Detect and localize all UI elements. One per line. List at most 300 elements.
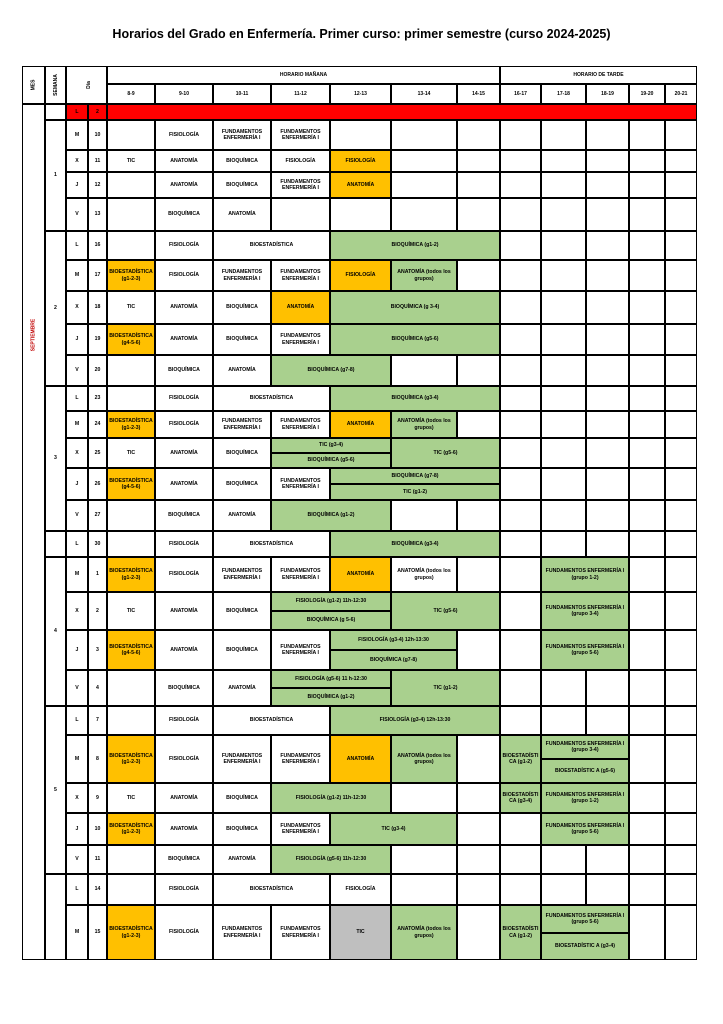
semana-header bbox=[45, 66, 66, 104]
slot-header: 8-9 bbox=[107, 84, 155, 104]
class-cell[interactable]: FUNDAMENTOS ENFERMERÍA I bbox=[271, 324, 330, 355]
class-cell[interactable]: FISIOLOGÍA bbox=[155, 120, 213, 150]
class-cell[interactable]: BIOESTADÍSTICA (g1-2-3) bbox=[107, 735, 155, 783]
empty-cell bbox=[500, 706, 541, 735]
empty-cell bbox=[665, 198, 697, 231]
class-cell[interactable]: BIOQUÍMICA (g7-8) bbox=[330, 650, 457, 670]
empty-cell bbox=[586, 411, 629, 438]
day-number: 11 bbox=[88, 845, 107, 874]
empty-cell bbox=[500, 592, 541, 630]
class-cell[interactable]: TIC bbox=[107, 592, 155, 630]
empty-cell bbox=[665, 630, 697, 670]
empty-cell bbox=[665, 557, 697, 592]
month-label bbox=[22, 260, 45, 410]
class-cell[interactable]: TIC (g1-2) bbox=[391, 670, 500, 706]
class-cell[interactable]: FISIOLOGÍA bbox=[155, 411, 213, 438]
class-cell[interactable]: BIOQUÍMICA bbox=[213, 291, 271, 324]
class-cell[interactable]: BIOESTADÍSTICA bbox=[213, 531, 330, 557]
class-cell[interactable]: BIOQUÍMICA (g1-2) bbox=[330, 231, 500, 260]
empty-cell bbox=[457, 905, 500, 960]
holiday-band bbox=[107, 104, 697, 120]
class-cell[interactable]: FUNDAMENTOS ENFERMERÍA I (grupo 3-4) bbox=[541, 592, 629, 630]
empty-cell bbox=[541, 150, 586, 172]
class-cell[interactable]: BIOQUÍMICA bbox=[155, 500, 213, 531]
empty-cell bbox=[629, 355, 665, 386]
class-cell[interactable]: BIOQUÍMICA (g1-2) bbox=[271, 688, 391, 706]
slot-header: 13-14 bbox=[391, 84, 457, 104]
class-cell[interactable]: FUNDAMENTOS ENFERMERÍA I bbox=[213, 411, 271, 438]
day-number: 4 bbox=[88, 670, 107, 706]
empty-cell bbox=[629, 120, 665, 150]
empty-cell bbox=[391, 845, 457, 874]
morning-header: HORARIO MAÑANA bbox=[107, 66, 500, 84]
empty-cell bbox=[541, 198, 586, 231]
day-number: 7 bbox=[88, 706, 107, 735]
empty-cell bbox=[541, 531, 586, 557]
slot-header: 17-18 bbox=[541, 84, 586, 104]
empty-cell bbox=[629, 783, 665, 813]
class-cell[interactable]: FISIOLOGÍA bbox=[155, 231, 213, 260]
class-cell[interactable]: TIC (g1-2) bbox=[330, 484, 500, 500]
empty-cell bbox=[457, 557, 500, 592]
class-cell[interactable]: FUNDAMENTOS ENFERMERÍA I (grupo 3-4) bbox=[541, 735, 629, 759]
class-cell[interactable]: FUNDAMENTOS ENFERMERÍA I bbox=[271, 630, 330, 670]
day-number: 24 bbox=[88, 411, 107, 438]
class-cell[interactable]: FUNDAMENTOS ENFERMERÍA I bbox=[271, 172, 330, 198]
class-cell[interactable]: FUNDAMENTOS ENFERMERÍA I bbox=[271, 260, 330, 291]
empty-cell bbox=[629, 150, 665, 172]
class-cell[interactable]: FISIOLOGÍA (g3-4) 12h-13:30 bbox=[330, 630, 457, 650]
class-cell[interactable]: FISIOLOGÍA bbox=[155, 905, 213, 960]
empty-cell bbox=[665, 735, 697, 783]
day-number: 10 bbox=[88, 813, 107, 845]
class-cell[interactable]: TIC (g3-4) bbox=[330, 813, 457, 845]
day-number: 26 bbox=[88, 468, 107, 500]
empty-cell bbox=[629, 557, 665, 592]
afternoon-header: HORARIO DE TARDE bbox=[500, 66, 697, 84]
class-cell[interactable]: FUNDAMENTOS ENFERMERÍA I bbox=[213, 557, 271, 592]
class-cell[interactable]: BIOQUÍMICA (g5-6) bbox=[330, 324, 500, 355]
empty-cell bbox=[586, 231, 629, 260]
empty-cell bbox=[586, 150, 629, 172]
empty-cell bbox=[330, 198, 391, 231]
empty-cell bbox=[665, 706, 697, 735]
empty-cell bbox=[457, 198, 500, 231]
empty-cell bbox=[541, 355, 586, 386]
empty-cell bbox=[457, 150, 500, 172]
class-cell[interactable]: FISIOLOGÍA bbox=[330, 260, 391, 291]
class-cell[interactable]: BIOESTADÍSTI CA (g1-2) bbox=[500, 735, 541, 783]
day-number: 27 bbox=[88, 500, 107, 531]
class-cell[interactable]: FISIOLOGÍA (g1-2) 11h-12:30 bbox=[271, 592, 391, 611]
day-letter: X bbox=[66, 783, 88, 813]
empty-cell bbox=[665, 355, 697, 386]
class-cell[interactable]: BIOESTADÍSTICA (g4-5-6) bbox=[107, 468, 155, 500]
class-cell[interactable]: ANATOMÍA bbox=[330, 172, 391, 198]
empty-cell bbox=[629, 386, 665, 411]
day-letter: V bbox=[66, 355, 88, 386]
empty-cell bbox=[541, 120, 586, 150]
class-cell[interactable]: BIOQUÍMICA (g3-4) bbox=[330, 386, 500, 411]
class-cell[interactable]: BIOQUÍMICA (g 5-6) bbox=[271, 611, 391, 630]
class-cell[interactable]: BIOESTADÍSTIC A (g3-4) bbox=[541, 933, 629, 960]
empty-cell bbox=[629, 670, 665, 706]
class-cell[interactable]: TIC (g5-6) bbox=[391, 438, 500, 468]
class-cell[interactable]: ANATOMÍA bbox=[155, 813, 213, 845]
class-cell[interactable]: BIOQUÍMICA bbox=[155, 355, 213, 386]
day-letter: M bbox=[66, 557, 88, 592]
empty-cell bbox=[500, 557, 541, 592]
class-cell[interactable]: TIC bbox=[107, 150, 155, 172]
class-cell[interactable]: ANATOMÍA bbox=[155, 291, 213, 324]
empty-cell bbox=[586, 291, 629, 324]
week-number bbox=[45, 874, 66, 960]
class-cell[interactable]: BIOQUÍMICA bbox=[213, 324, 271, 355]
empty-cell bbox=[665, 874, 697, 905]
class-cell[interactable]: ANATOMÍA bbox=[330, 735, 391, 783]
class-cell[interactable]: BIOQUÍMICA bbox=[213, 468, 271, 500]
class-cell[interactable]: FUNDAMENTOS ENFERMERÍA I bbox=[271, 411, 330, 438]
empty-cell bbox=[107, 172, 155, 198]
class-cell[interactable]: FUNDAMENTOS ENFERMERÍA I bbox=[213, 905, 271, 960]
empty-cell bbox=[107, 231, 155, 260]
day-number: 17 bbox=[88, 260, 107, 291]
class-cell[interactable]: BIOQUÍMICA bbox=[213, 813, 271, 845]
empty-cell bbox=[586, 386, 629, 411]
empty-cell bbox=[665, 592, 697, 630]
class-cell[interactable]: BIOESTADÍSTICA bbox=[213, 706, 330, 735]
class-cell[interactable]: FUNDAMENTOS ENFERMERÍA I bbox=[213, 735, 271, 783]
empty-cell bbox=[629, 231, 665, 260]
empty-cell bbox=[629, 813, 665, 845]
class-cell[interactable]: BIOESTADÍSTI CA (g3-4) bbox=[500, 783, 541, 813]
class-cell[interactable]: FISIOLOGÍA bbox=[155, 386, 213, 411]
empty-cell bbox=[541, 324, 586, 355]
slot-header: 20-21 bbox=[665, 84, 697, 104]
day-number: 20 bbox=[88, 355, 107, 386]
slot-header: 9-10 bbox=[155, 84, 213, 104]
class-cell[interactable]: ANATOMÍA bbox=[155, 438, 213, 468]
class-cell[interactable]: ANATOMÍA bbox=[213, 355, 271, 386]
class-cell[interactable]: FISIOLOGÍA bbox=[155, 706, 213, 735]
day-letter: J bbox=[66, 172, 88, 198]
day-letter: M bbox=[66, 120, 88, 150]
day-number: 11 bbox=[88, 150, 107, 172]
empty-cell bbox=[665, 231, 697, 260]
week-number: 4 bbox=[45, 557, 66, 706]
page-title: Horarios del Grado en Enfermería. Primer curso: primer semestre (curso 2024-2025) bbox=[112, 27, 611, 41]
day-letter: M bbox=[66, 260, 88, 291]
class-cell[interactable]: FUNDAMENTOS ENFERMERÍA I (grupo 5-6) bbox=[541, 630, 629, 670]
empty-cell bbox=[500, 355, 541, 386]
day-letter: X bbox=[66, 291, 88, 324]
empty-cell bbox=[665, 500, 697, 531]
empty-cell bbox=[665, 531, 697, 557]
empty-cell bbox=[107, 874, 155, 905]
class-cell[interactable]: ANATOMÍA (todos los grupos) bbox=[391, 557, 457, 592]
empty-cell bbox=[107, 198, 155, 231]
day-number: 9 bbox=[88, 783, 107, 813]
empty-cell bbox=[629, 874, 665, 905]
day-number: 18 bbox=[88, 291, 107, 324]
class-cell[interactable]: ANATOMÍA bbox=[155, 150, 213, 172]
slot-header: 10-11 bbox=[213, 84, 271, 104]
class-cell[interactable]: FISIOLOGÍA bbox=[155, 735, 213, 783]
class-cell[interactable]: FISIOLOGÍA (g5-6) 11 h-12:30 bbox=[271, 670, 391, 688]
class-cell[interactable]: BIOQUÍMICA bbox=[155, 845, 213, 874]
week-number bbox=[45, 104, 66, 120]
class-cell[interactable]: ANATOMÍA bbox=[155, 172, 213, 198]
empty-cell bbox=[107, 386, 155, 411]
empty-cell bbox=[271, 198, 330, 231]
class-cell[interactable]: FUNDAMENTOS ENFERMERÍA I bbox=[271, 813, 330, 845]
class-cell[interactable]: ANATOMÍA bbox=[330, 557, 391, 592]
class-cell[interactable]: TIC bbox=[107, 783, 155, 813]
class-cell[interactable]: BIOESTADÍSTICA (g1-2-3) bbox=[107, 813, 155, 845]
empty-cell bbox=[391, 198, 457, 231]
empty-cell bbox=[541, 172, 586, 198]
class-cell[interactable]: FUNDAMENTOS ENFERMERÍA I (grupo 1-2) bbox=[541, 783, 629, 813]
class-cell[interactable]: FUNDAMENTOS ENFERMERÍA I bbox=[213, 120, 271, 150]
class-cell[interactable]: BIOQUÍMICA (g1-2) bbox=[271, 500, 391, 531]
empty-cell bbox=[586, 438, 629, 468]
empty-cell bbox=[457, 813, 500, 845]
class-cell[interactable]: BIOQUÍMICA bbox=[155, 198, 213, 231]
class-cell[interactable]: FISIOLOGÍA bbox=[330, 150, 391, 172]
empty-cell bbox=[629, 531, 665, 557]
day-letter: J bbox=[66, 813, 88, 845]
empty-cell bbox=[457, 500, 500, 531]
empty-cell bbox=[629, 905, 665, 960]
class-cell[interactable]: FISIOLOGÍA (g1-2) 11h-12:30 bbox=[271, 783, 391, 813]
empty-cell bbox=[665, 845, 697, 874]
empty-cell bbox=[457, 630, 500, 670]
class-cell[interactable]: BIOQUÍMICA (g7-8) bbox=[330, 468, 500, 484]
empty-cell bbox=[629, 468, 665, 500]
class-cell[interactable]: TIC bbox=[330, 905, 391, 960]
empty-cell bbox=[391, 150, 457, 172]
class-cell[interactable]: FUNDAMENTOS ENFERMERÍA I (grupo 1-2) bbox=[541, 557, 629, 592]
empty-cell bbox=[457, 355, 500, 386]
class-cell[interactable]: ANATOMÍA (todos los grupos) bbox=[391, 735, 457, 783]
week-number bbox=[45, 531, 66, 557]
empty-cell bbox=[500, 813, 541, 845]
class-cell[interactable]: BIOQUÍMICA (g7-8) bbox=[271, 355, 391, 386]
week-number: 1 bbox=[45, 120, 66, 231]
empty-cell bbox=[107, 120, 155, 150]
class-cell[interactable]: ANATOMÍA bbox=[155, 324, 213, 355]
class-cell[interactable]: ANATOMÍA bbox=[155, 592, 213, 630]
day-letter: V bbox=[66, 670, 88, 706]
class-cell[interactable]: FISIOLOGÍA bbox=[155, 260, 213, 291]
empty-cell bbox=[500, 630, 541, 670]
empty-cell bbox=[665, 783, 697, 813]
class-cell[interactable]: ANATOMÍA bbox=[155, 630, 213, 670]
empty-cell bbox=[586, 531, 629, 557]
class-cell[interactable]: FUNDAMENTOS ENFERMERÍA I (grupo 5-6) bbox=[541, 905, 629, 933]
day-letter: L bbox=[66, 386, 88, 411]
class-cell[interactable]: TIC bbox=[107, 438, 155, 468]
day-letter: V bbox=[66, 845, 88, 874]
class-cell[interactable]: BIOESTADÍSTICA (g1-2-3) bbox=[107, 411, 155, 438]
class-cell[interactable]: FUNDAMENTOS ENFERMERÍA I (grupo 5-6) bbox=[541, 813, 629, 845]
empty-cell bbox=[107, 500, 155, 531]
class-cell[interactable]: TIC (g5-6) bbox=[391, 592, 500, 630]
empty-cell bbox=[629, 592, 665, 630]
empty-cell bbox=[665, 150, 697, 172]
empty-cell bbox=[665, 291, 697, 324]
class-cell[interactable]: BIOQUÍMICA bbox=[213, 172, 271, 198]
slot-header: 16-17 bbox=[500, 84, 541, 104]
week-number: 5 bbox=[45, 706, 66, 874]
day-number: 3 bbox=[88, 630, 107, 670]
class-cell[interactable]: ANATOMÍA bbox=[213, 845, 271, 874]
class-cell[interactable]: ANATOMÍA (todos los grupos) bbox=[391, 411, 457, 438]
empty-cell bbox=[107, 670, 155, 706]
class-cell[interactable]: ANATOMÍA bbox=[330, 411, 391, 438]
class-cell[interactable]: FISIOLOGÍA (g5-6) 11h-12:30 bbox=[271, 845, 391, 874]
day-number: 23 bbox=[88, 386, 107, 411]
class-cell[interactable]: FISIOLOGÍA bbox=[330, 874, 391, 905]
empty-cell bbox=[500, 231, 541, 260]
class-cell[interactable]: BIOQUÍMICA (g3-4) bbox=[330, 531, 500, 557]
empty-cell bbox=[665, 411, 697, 438]
day-number: 2 bbox=[88, 104, 107, 120]
class-cell[interactable]: ANATOMÍA bbox=[155, 468, 213, 500]
empty-cell bbox=[629, 706, 665, 735]
empty-cell bbox=[391, 120, 457, 150]
class-cell[interactable]: BIOQUÍMICA bbox=[213, 592, 271, 630]
class-cell[interactable]: BIOQUÍMICA bbox=[213, 150, 271, 172]
empty-cell bbox=[629, 172, 665, 198]
class-cell[interactable]: ANATOMÍA bbox=[155, 783, 213, 813]
day-letter: J bbox=[66, 630, 88, 670]
class-cell[interactable]: TIC (g3-4) bbox=[271, 438, 391, 453]
class-cell[interactable]: BIOQUÍMICA (g5-6) bbox=[271, 453, 391, 468]
empty-cell bbox=[586, 670, 629, 706]
empty-cell bbox=[665, 260, 697, 291]
class-cell[interactable]: FISIOLOGÍA bbox=[271, 150, 330, 172]
empty-cell bbox=[457, 172, 500, 198]
empty-cell bbox=[586, 500, 629, 531]
day-number: 30 bbox=[88, 531, 107, 557]
week-number: 3 bbox=[45, 386, 66, 531]
class-cell[interactable]: ANATOMÍA (todos los grupos) bbox=[391, 260, 457, 291]
day-letter: V bbox=[66, 198, 88, 231]
class-cell[interactable]: FISIOLOGÍA bbox=[155, 557, 213, 592]
class-cell[interactable]: BIOESTADÍSTICA (g1-2-3) bbox=[107, 260, 155, 291]
empty-cell bbox=[541, 291, 586, 324]
class-cell[interactable]: BIOESTADÍSTIC A (g5-6) bbox=[541, 759, 629, 783]
empty-cell bbox=[629, 291, 665, 324]
day-number: 2 bbox=[88, 592, 107, 630]
empty-cell bbox=[629, 260, 665, 291]
day-number: 25 bbox=[88, 438, 107, 468]
empty-cell bbox=[391, 783, 457, 813]
class-cell[interactable]: BIOESTADÍSTICA (g4-5-6) bbox=[107, 324, 155, 355]
class-cell[interactable]: ANATOMÍA (todos los grupos) bbox=[391, 905, 457, 960]
empty-cell bbox=[665, 386, 697, 411]
day-letter: X bbox=[66, 150, 88, 172]
empty-cell bbox=[629, 438, 665, 468]
class-cell[interactable]: FUNDAMENTOS ENFERMERÍA I bbox=[271, 557, 330, 592]
class-cell[interactable]: ANATOMÍA bbox=[213, 670, 271, 706]
day-letter: L bbox=[66, 874, 88, 905]
empty-cell bbox=[629, 198, 665, 231]
empty-cell bbox=[629, 735, 665, 783]
empty-cell bbox=[500, 386, 541, 411]
dia-header bbox=[70, 66, 107, 104]
class-cell[interactable]: FISIOLOGÍA bbox=[155, 531, 213, 557]
empty-cell bbox=[541, 438, 586, 468]
empty-cell bbox=[665, 324, 697, 355]
empty-cell bbox=[457, 845, 500, 874]
empty-cell bbox=[107, 355, 155, 386]
empty-cell bbox=[391, 355, 457, 386]
class-cell[interactable]: FISIOLOGÍA bbox=[155, 874, 213, 905]
class-cell[interactable]: BIOESTADÍSTICA (g1-2-3) bbox=[107, 905, 155, 960]
class-cell[interactable]: BIOESTADÍSTICA bbox=[213, 231, 330, 260]
empty-cell bbox=[457, 735, 500, 783]
empty-cell bbox=[541, 500, 586, 531]
empty-cell bbox=[586, 845, 629, 874]
day-letter: X bbox=[66, 438, 88, 468]
class-cell[interactable]: ANATOMÍA bbox=[271, 291, 330, 324]
class-cell[interactable]: ANATOMÍA bbox=[213, 500, 271, 531]
empty-cell bbox=[500, 438, 541, 468]
slot-header: 18-19 bbox=[586, 84, 629, 104]
day-number: 1 bbox=[88, 557, 107, 592]
empty-cell bbox=[586, 198, 629, 231]
class-cell[interactable]: TIC bbox=[107, 291, 155, 324]
empty-cell bbox=[541, 260, 586, 291]
class-cell[interactable]: FUNDAMENTOS ENFERMERÍA I bbox=[213, 260, 271, 291]
empty-cell bbox=[500, 874, 541, 905]
class-cell[interactable]: FUNDAMENTOS ENFERMERÍA I bbox=[271, 905, 330, 960]
class-cell[interactable]: FUNDAMENTOS ENFERMERÍA I bbox=[271, 468, 330, 500]
class-cell[interactable]: BIOESTADÍSTICA bbox=[213, 386, 330, 411]
class-cell[interactable]: BIOQUÍMICA bbox=[213, 630, 271, 670]
class-cell[interactable]: BIOESTADÍSTICA (g1-2-3) bbox=[107, 557, 155, 592]
day-number: 13 bbox=[88, 198, 107, 231]
class-cell[interactable]: ANATOMÍA bbox=[213, 198, 271, 231]
class-cell[interactable]: FUNDAMENTOS ENFERMERÍA I bbox=[271, 735, 330, 783]
class-cell[interactable]: BIOESTADÍSTI CA (g1-2) bbox=[500, 905, 541, 960]
class-cell[interactable]: BIOESTADÍSTICA (g4-5-6) bbox=[107, 630, 155, 670]
class-cell[interactable]: FISIOLOGÍA (g3-4) 12h-13:30 bbox=[330, 706, 500, 735]
class-cell[interactable]: BIOQUÍMICA bbox=[213, 438, 271, 468]
empty-cell bbox=[500, 120, 541, 150]
class-cell[interactable]: BIOQUÍMICA bbox=[155, 670, 213, 706]
empty-cell bbox=[541, 874, 586, 905]
empty-cell bbox=[107, 531, 155, 557]
class-cell[interactable]: BIOQUÍMICA bbox=[213, 783, 271, 813]
empty-cell bbox=[500, 324, 541, 355]
day-letter: X bbox=[66, 592, 88, 630]
slot-header: 11-12 bbox=[271, 84, 330, 104]
day-letter: M bbox=[66, 411, 88, 438]
mes-header bbox=[22, 66, 45, 104]
class-cell[interactable]: FUNDAMENTOS ENFERMERÍA I bbox=[271, 120, 330, 150]
class-cell[interactable]: BIOESTADÍSTICA bbox=[213, 874, 330, 905]
empty-cell bbox=[457, 260, 500, 291]
empty-cell bbox=[586, 120, 629, 150]
class-cell[interactable]: BIOQUÍMICA (g 3-4) bbox=[330, 291, 500, 324]
day-letter: L bbox=[66, 531, 88, 557]
empty-cell bbox=[500, 670, 541, 706]
day-number: 12 bbox=[88, 172, 107, 198]
empty-cell bbox=[541, 845, 586, 874]
